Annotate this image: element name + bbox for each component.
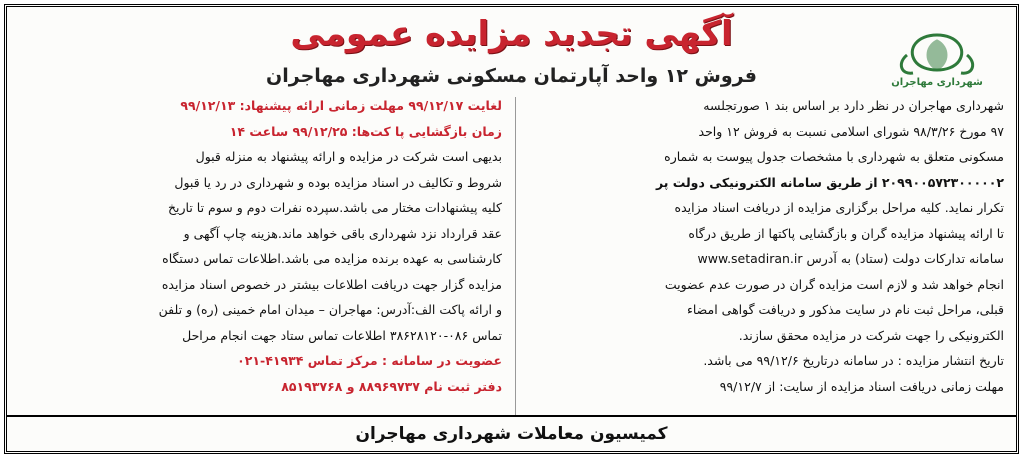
right-column-text (518, 93, 1004, 399)
notice-subtitle: فروش ۱۲ واحد آپارتمان مسکونی شهرداری مهاجران (266, 65, 757, 87)
body-line: مهلت زمانی دریافت اسناد مزایده از سایت: از ۹۹/۱۲/۷ (719, 378, 1004, 394)
body-line: دفتر ثبت نام ۸۸۹۶۹۷۳۷ و ۸۵۱۹۳۷۶۸ (281, 378, 502, 394)
body-line: ۹۷ مورخ ۹۸/۳/۲۶ شورای اسلامی نسبت به فروش ۱۲ واحد (698, 123, 1004, 139)
body-line: شروط و تکالیف در اسناد مزایده بوده و شهرداری در رد یا قبول (174, 174, 502, 190)
notice-title: آگهی تجدید مزایده عمومی (290, 14, 733, 54)
body-line: تا ارائه پیشنهاد مزایده گران و بازگشایی پاکتها از طریق درگاه (688, 225, 1004, 241)
body-line: الکترونیکی را جهت شرکت در مزایده محقق سازند. (738, 327, 1004, 343)
body-line: و ارائه پاکت الف:آدرس: مهاجران – میدان امام خمینی (ره) و تلفن (158, 302, 502, 317)
body-line: عضویت در سامانه : مرکز تماس ۴۱۹۳۴-۰۲۱ (237, 353, 502, 368)
body-line: زمان بازگشایی پا کت‌ها: ۹۹/۱۲/۲۵ ساعت ۱۴ (229, 123, 502, 139)
body-line: بدیهی است شرکت در مزایده و ارائه پیشنهاد به منزله قبول (195, 149, 502, 164)
body-line: ۲۰۹۹۰۰۵۷۲۳۰۰۰۰۰۲ از طریق سامانه الکترونیکی دولت پر (655, 174, 1004, 190)
column-divider (515, 97, 516, 417)
body-line: انجام خواهد شد و لازم است مزایده گران در صورت عدم عضویت (664, 276, 1004, 292)
body-line: مزایده گزار جهت دریافت اطلاعات بیشتر در خصوص اسناد مزایده (161, 276, 502, 292)
body-line: تماس ۰۸۶-۳۸۶۲۸۱۲۰ اطلاعات تماس ستاد جهت انجام مراحل (182, 327, 502, 343)
body-line: سامانه تدارکات دولت (ستاد) به آدرس www.setadiran.ir (697, 251, 1004, 266)
body-line: کارشناسی به عهده برنده مزایده می باشد.اطلاعات تماس دستگاه (162, 251, 502, 266)
body-line: عقد قرارداد نزد شهرداری باقی خواهد ماند.هزینه چاپ آگهی و (183, 225, 502, 241)
body-line: قبلی، مراحل ثبت نام در سایت مذکور و دریافت گواهی امضاء (687, 302, 1004, 317)
logo-caption: شهرداری مهاجران (891, 77, 983, 88)
left-column-text (15, 93, 502, 399)
advertisement-notice (4, 4, 1019, 454)
body-line: شهرداری مهاجران در نظر دارد بر اساس بند ۱ صورتجلسه (703, 98, 1004, 113)
body-line: تاریخ انتشار مزایده : در سامانه درتاریخ ۹۹/۱۲/۶ می باشد. (703, 353, 1004, 368)
footer-text: کمیسیون معاملات شهرداری مهاجران (355, 424, 668, 444)
body-line: کلیه پیشنهادات مختار می باشد.سپرده نفرات دوم و سوم تا تاریخ (167, 200, 502, 215)
body-line: لغایت ۹۹/۱۲/۱۷ مهلت زمانی ارائه پیشنهاد: ۹۹/۱۲/۱۳ (180, 98, 502, 113)
body-line: تکرار نماید. کلیه مراحل برگزاری مزایده از دریافت اسناد مزایده (674, 200, 1004, 215)
body-line: مسکونی متعلق به شهرداری با مشخصات جدول پیوست به شماره (664, 149, 1004, 164)
notice-footer (7, 415, 1016, 451)
